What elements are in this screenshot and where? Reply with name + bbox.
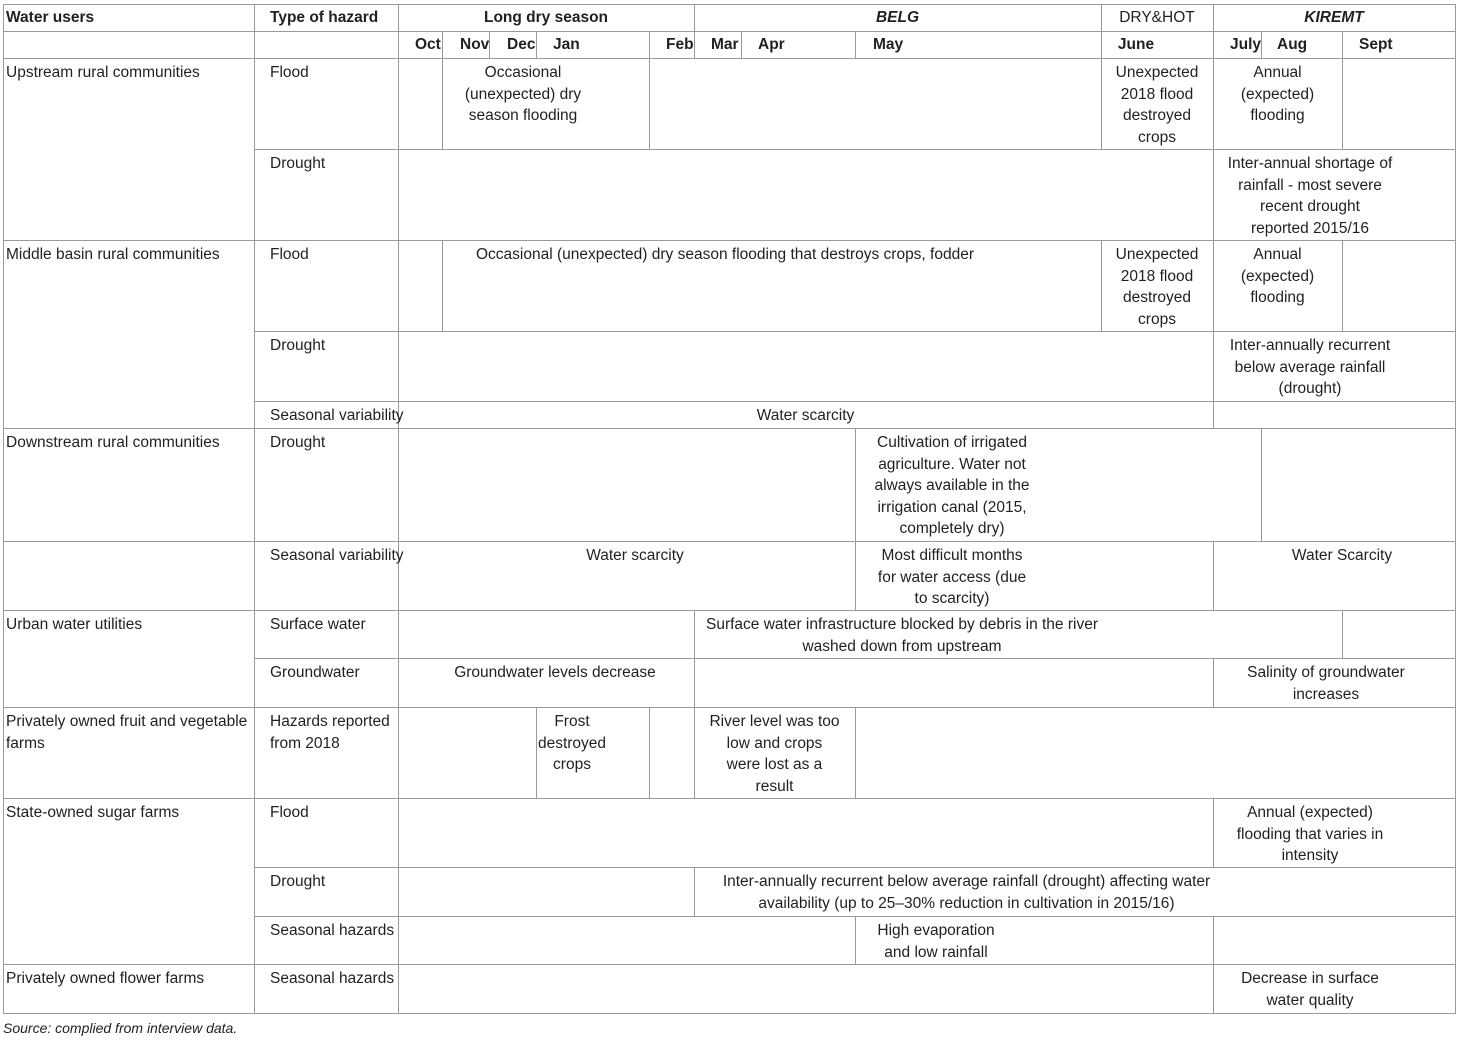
hazard-drought: Drought xyxy=(270,337,326,354)
cell-line: Inter-annually recurrent xyxy=(1229,337,1391,354)
cell-line: to scarcity) xyxy=(914,590,990,607)
cell-line: destroyed xyxy=(1122,289,1192,306)
user-sugar-farms: State-owned sugar farms xyxy=(6,804,180,821)
rule xyxy=(536,31,537,59)
hazard-groundwater: Groundwater xyxy=(270,664,360,681)
cell-line: agriculture. Water not xyxy=(878,455,1026,473)
cell-line: crops xyxy=(553,756,591,773)
rule xyxy=(398,4,399,1014)
month-jan: Jan xyxy=(553,36,580,53)
rule xyxy=(3,798,1456,799)
cell-line: crops xyxy=(1138,128,1176,146)
cell-surface-blocked xyxy=(694,614,1110,657)
month-june: June xyxy=(1117,36,1155,53)
cell-line: recent drought xyxy=(1260,198,1360,215)
hazard-flood: Flood xyxy=(270,246,309,263)
cell-line: completely dry) xyxy=(899,520,1005,537)
cell-line: reported 2015/16 xyxy=(1250,219,1370,237)
rule xyxy=(3,964,1456,965)
month-sept: Sept xyxy=(1359,36,1393,53)
cell-line: low and crops xyxy=(726,734,823,752)
cell-line: (drought) xyxy=(1278,380,1342,397)
month-nov: Nov xyxy=(460,36,490,53)
cell-evaporation xyxy=(855,920,1017,963)
rule xyxy=(254,867,1456,868)
cell-line: for water access (due xyxy=(877,568,1027,586)
cell-line: increases xyxy=(1292,685,1360,703)
cell-up-unexpected-flood xyxy=(1101,62,1213,148)
cell-down-cultivation xyxy=(855,432,1049,540)
month-may: May xyxy=(873,36,904,53)
rule xyxy=(3,4,4,1014)
hazard-reported-line: from 2018 xyxy=(270,734,340,752)
cell-line: flooding xyxy=(1250,289,1305,306)
header-dry-hot: DRY&HOT xyxy=(1119,9,1195,26)
cell-salinity xyxy=(1213,662,1439,705)
cell-line: (expected) xyxy=(1240,267,1315,285)
cell-mid-drought xyxy=(1213,335,1407,400)
cell-up-occasional-flooding xyxy=(442,62,604,127)
cell-line: result xyxy=(755,777,794,795)
cell-line: Unexpected xyxy=(1115,64,1199,81)
cell-line: Occasional xyxy=(484,64,562,81)
cell-line: Surface water infrastructure blocked by debris in the river xyxy=(706,616,1098,633)
rule xyxy=(254,658,1456,659)
cell-line: Unexpected xyxy=(1115,246,1199,263)
user-urban-utilities: Urban water utilities xyxy=(6,616,143,633)
rule xyxy=(1455,4,1456,1014)
cell-line: High evaporation xyxy=(877,922,995,939)
header-belg: BELG xyxy=(875,9,920,26)
cell-line: Inter-annually recurrent below average rainfall (drought) affecting water xyxy=(722,873,1211,890)
cell-line: (unexpected) dry xyxy=(464,85,582,103)
cell-line: 2018 flood xyxy=(1120,267,1194,285)
rule xyxy=(3,428,1456,429)
hazard-flood: Flood xyxy=(270,64,309,81)
cell-sugar-flood xyxy=(1213,802,1407,867)
source-note: Source: complied from interview data. xyxy=(3,1020,238,1036)
cell-groundwater-decrease: Groundwater levels decrease xyxy=(454,664,656,681)
header-water-users: Water users xyxy=(6,9,95,26)
rule xyxy=(3,707,1456,708)
cell-line: Annual xyxy=(1253,64,1302,81)
rule xyxy=(855,707,856,799)
rule xyxy=(1261,31,1262,59)
user-upstream: Upstream rural communities xyxy=(6,64,200,81)
cell-line: intensity xyxy=(1281,847,1339,864)
rule xyxy=(1342,240,1343,332)
cell-up-annual-flooding xyxy=(1213,62,1342,127)
hazard-reported-line: Hazards reported xyxy=(270,713,390,730)
cell-flower-quality xyxy=(1213,968,1407,1011)
month-oct: Oct xyxy=(415,36,441,53)
rule xyxy=(3,541,1456,542)
rule xyxy=(1261,428,1262,542)
hazard-seasonal-hazards: Seasonal hazards xyxy=(270,922,395,939)
user-fruit-farms xyxy=(6,711,247,754)
cell-line: and low rainfall xyxy=(884,943,988,961)
cell-mid-unexpected-flood xyxy=(1101,244,1213,330)
cell-line: rainfall - most severe xyxy=(1238,176,1382,194)
rule xyxy=(3,4,1456,5)
cell-line: 2018 flood xyxy=(1120,85,1194,103)
cell-line: Inter-annual shortage of xyxy=(1227,155,1393,172)
cell-up-drought xyxy=(1213,153,1407,239)
month-feb: Feb xyxy=(666,36,694,53)
hazard-surface-water: Surface water xyxy=(270,616,366,633)
cell-mid-water-scarcity: Water scarcity xyxy=(756,407,855,424)
cell-line: Annual (expected) xyxy=(1247,804,1373,821)
user-fruit-farms-line: farms xyxy=(6,734,45,752)
cell-line: season flooding xyxy=(468,107,578,124)
cell-line: Cultivation of irrigated xyxy=(877,434,1027,451)
cell-line: always available in the xyxy=(874,477,1030,494)
rule xyxy=(442,31,443,59)
month-apr: Apr xyxy=(758,36,785,53)
cell-line: destroyed xyxy=(537,734,607,752)
cell-line: Salinity of groundwater xyxy=(1247,664,1405,681)
hazard-drought: Drought xyxy=(270,434,326,451)
cell-river-level-low xyxy=(694,711,855,797)
rule xyxy=(3,58,1456,59)
month-dec: Dec xyxy=(507,36,536,53)
month-aug: Aug xyxy=(1277,36,1308,53)
cell-line: flooding xyxy=(1250,107,1305,124)
rule xyxy=(3,31,1456,32)
hazard-reported-2018 xyxy=(270,711,390,754)
hazard-flood: Flood xyxy=(270,804,309,821)
user-flower-farms: Privately owned flower farms xyxy=(6,970,205,987)
cell-line: Annual xyxy=(1253,246,1302,263)
cell-line: Decrease in surface xyxy=(1241,970,1379,987)
rule xyxy=(1213,31,1214,59)
cell-line: Frost xyxy=(554,713,590,730)
header-kiremt: KIREMT xyxy=(1304,9,1364,26)
hazard-seasonal-hazards: Seasonal hazards xyxy=(270,970,395,987)
cell-line: water quality xyxy=(1266,991,1354,1009)
cell-mid-occasional-flooding: Occasional (unexpected) dry season flooding that destroys crops, fodder xyxy=(476,246,974,263)
rule xyxy=(3,240,1456,241)
cell-down-water-scarcity-kiremt: Water Scarcity xyxy=(1291,547,1393,564)
cell-line: (expected) xyxy=(1240,85,1315,103)
cell-sugar-drought xyxy=(694,871,1239,914)
cell-mid-annual-flooding xyxy=(1213,244,1342,309)
rule xyxy=(1213,916,1214,965)
rule xyxy=(254,149,1456,150)
user-middle-basin: Middle basin rural communities xyxy=(6,246,220,263)
hazard-drought: Drought xyxy=(270,873,326,890)
rule xyxy=(855,31,856,59)
header-type-of-hazard: Type of hazard xyxy=(270,9,379,26)
rule xyxy=(1342,610,1343,659)
cell-frost xyxy=(536,711,608,776)
rule xyxy=(1342,31,1343,59)
month-mar: Mar xyxy=(711,36,739,53)
rule xyxy=(3,610,1456,611)
cell-line: were lost as a xyxy=(726,756,823,773)
cell-line: irrigation canal (2015, xyxy=(877,498,1027,516)
hazard-drought: Drought xyxy=(270,155,326,172)
cell-line: destroyed xyxy=(1122,107,1192,124)
month-july: July xyxy=(1230,36,1262,53)
rule xyxy=(254,4,255,1014)
rule xyxy=(254,331,1456,332)
cell-line: Most difficult months xyxy=(881,547,1023,564)
rule xyxy=(649,707,650,799)
cell-line: River level was too xyxy=(709,713,840,730)
hazard-seasonal-variability: Seasonal variability xyxy=(270,547,404,564)
rule xyxy=(254,401,1456,402)
rule xyxy=(1342,58,1343,150)
rule xyxy=(649,58,650,150)
cell-line: flooding that varies in xyxy=(1236,825,1384,843)
cell-line: crops xyxy=(1138,310,1176,328)
rule xyxy=(649,31,650,59)
rule xyxy=(3,1013,1456,1014)
user-fruit-farms-line: Privately owned fruit and vegetable xyxy=(6,713,248,730)
user-downstream: Downstream rural communities xyxy=(6,434,220,451)
cell-line: availability (up to 25–30% reduction in cultivation in 2015/16) xyxy=(758,894,1175,912)
cell-line: below average rainfall xyxy=(1234,358,1386,376)
rule xyxy=(741,31,742,59)
cell-down-water-scarcity: Water scarcity xyxy=(586,547,684,564)
cell-line: washed down from upstream xyxy=(802,637,1002,655)
hazard-seasonal-variability: Seasonal variability xyxy=(270,407,404,424)
cell-down-difficult-months xyxy=(855,545,1049,610)
header-long-dry-season: Long dry season xyxy=(483,9,609,26)
rule xyxy=(694,31,695,59)
